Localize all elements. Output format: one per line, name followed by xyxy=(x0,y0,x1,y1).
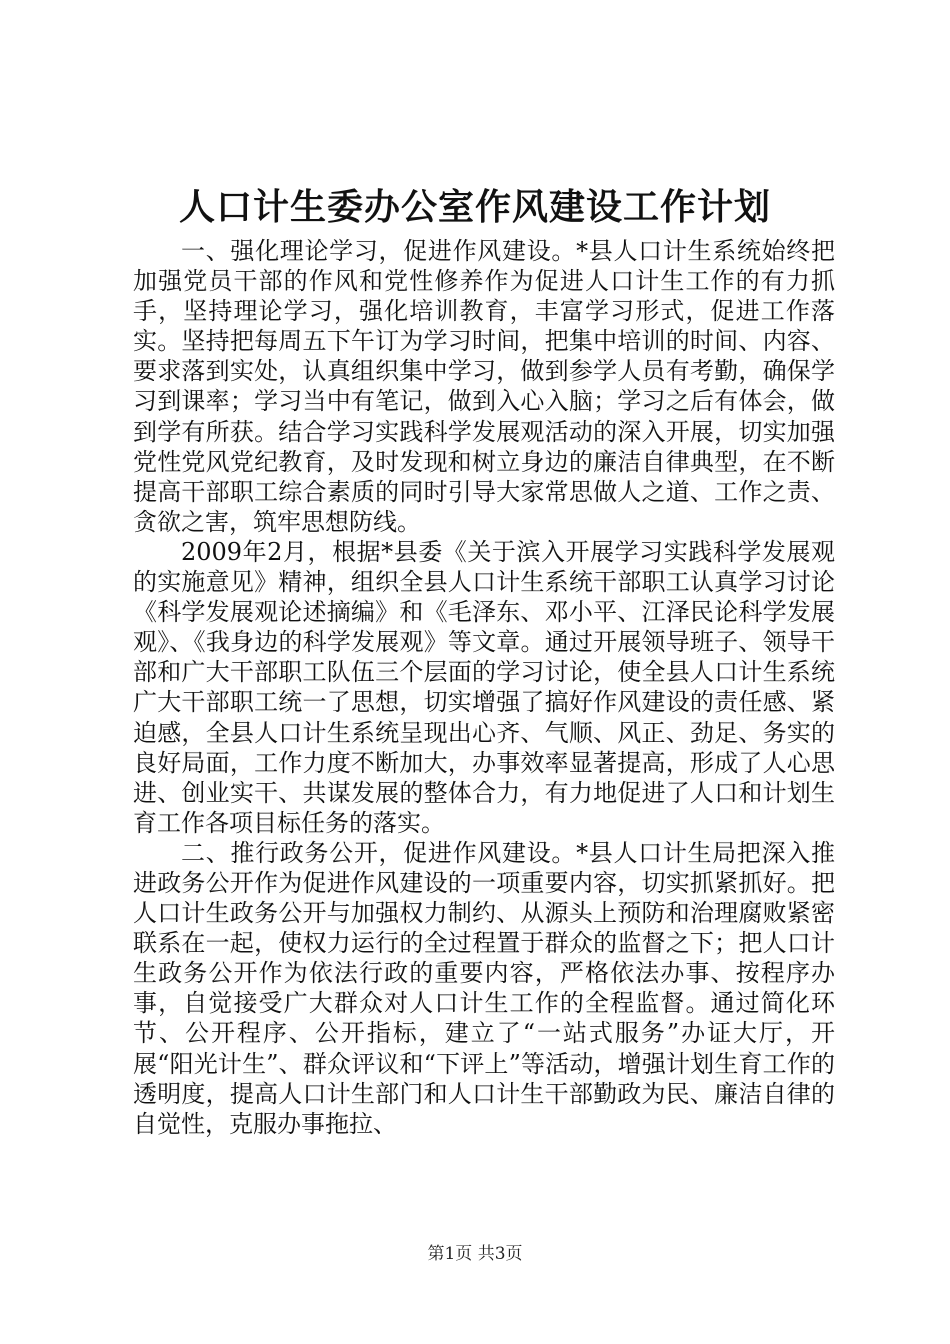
document-title: 人口计生委办公室作风建设工作计划 xyxy=(178,186,771,228)
paragraph-1: 一、强化理论学习，促进作风建设。*县人口计生系统始终把加强党员干部的作风和党性修养作为促进人口计生工作的有力抓手，坚持理论学习，强化培训教育，丰富学习形式，促进工作落实。坚持把每周五下午订为学习时间，把集中培训的时间、内容、要求落到实处，认真组织集中学习，做到参学人员有考勤，确保学习到课率；学习当中有笔记，做到入心入脑；学习之后有体会，做到学有所获。结合学习实践科学发展观活动的深入开展，切实加强党性党风党纪教育，及时发现和树立身边的廉洁自律典型，在不断提高干部职工综合素质的同时引导大家常思做人之道、工作之责、贪欲之害，筑牢思想防线。 xyxy=(133,237,835,536)
paragraph-2: 2009年2月，根据*县委《关于滨入开展学习实践科学发展观的实施意见》精神，组织全县人口计生系统干部职工认真学习讨论《科学发展观论述摘编》和《毛泽东、邓小平、江泽民论科学发展观》、《我身边的科学发展观》等文章。通过开展领导班子、领导干部和广大干部职工队伍三个层面的学习讨论，使全县人口计生系统广大干部职工统一了思想，切实增强了搞好作风建设的责任感、紧迫感，全县人口计生系统呈现出心齐、气顺、风正、劲足、务实的良好局面，工作力度不断加大，办事效率显著提高，形成了人心思进、创业实干、共谋发展的整体合力，有力地促进了人口和计划生育工作各项目标任务的落实。 xyxy=(133,537,835,837)
document-body xyxy=(133,236,835,1139)
paragraph-3: 二、推行政务公开，促进作风建设。*县人口计生局把深入推进政务公开作为促进作风建设的一项重要内容，切实抓紧抓好。把人口计生政务公开与加强权力制约、从源头上预防和治理腐败紧密联系在一起，使权力运行的全过程置于群众的监督之下；把人口计生政务公开作为依法行政的重要内容，严格依法办事、按程序办事，自觉接受广大群众对人口计生工作的全程监督。通过简化环节、公开程序、公开指标，建立了“一站式服务”办证大厅，开展“阳光计生”、群众评议和“下评上”等活动，增强计划生育工作的透明度，提高人口计生部门和人口计生干部勤政为民、廉洁自律的自觉性，克服办事拖拉、 xyxy=(133,838,835,1138)
page-number: 第1页 共3页 xyxy=(427,1244,523,1264)
